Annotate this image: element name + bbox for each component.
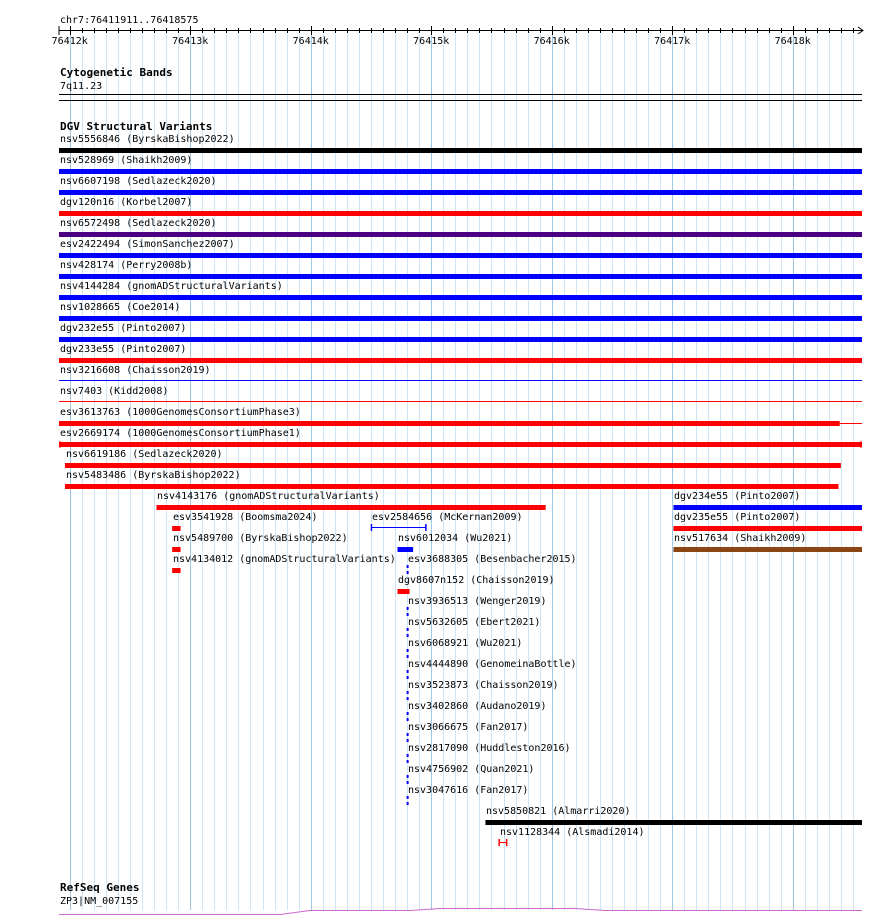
variant-feature[interactable] bbox=[0, 712, 890, 722]
dgv-track-title[interactable]: DGV Structural Variants bbox=[60, 120, 213, 133]
variant-label[interactable]: esv2422494 (SimonSanchez2007) bbox=[60, 239, 235, 250]
ruler-tick-label: 76418k bbox=[774, 36, 811, 47]
variant-feature[interactable] bbox=[0, 502, 890, 512]
variant-bar[interactable] bbox=[59, 253, 862, 258]
variant-label[interactable]: dgv232e55 (Pinto2007) bbox=[60, 323, 187, 334]
variant-feature[interactable] bbox=[0, 313, 890, 323]
variant-label[interactable]: nsv3047616 (Fan2017) bbox=[408, 785, 529, 796]
variant-bar[interactable] bbox=[59, 190, 862, 195]
variant-label[interactable]: dgv233e55 (Pinto2007) bbox=[60, 344, 187, 355]
variant-bar[interactable] bbox=[59, 337, 862, 342]
variant-feature[interactable] bbox=[0, 649, 890, 659]
variant-bar[interactable] bbox=[673, 526, 862, 531]
variant-label[interactable]: esv3613763 (1000GenomesConsortiumPhase3) bbox=[60, 407, 301, 418]
variant-label[interactable]: nsv1128344 (Alsmadi2014) bbox=[500, 827, 645, 838]
variant-bar[interactable] bbox=[59, 232, 862, 237]
variant-feature[interactable] bbox=[0, 586, 890, 596]
variant-feature[interactable] bbox=[0, 838, 890, 848]
variant-label[interactable]: nsv5556846 (ByrskaBishop2022) bbox=[60, 134, 235, 145]
variant-label[interactable]: nsv5483486 (ByrskaBishop2022) bbox=[66, 470, 241, 481]
variant-feature[interactable] bbox=[0, 670, 890, 680]
variant-feature[interactable] bbox=[0, 754, 890, 764]
variant-feature[interactable] bbox=[0, 397, 890, 407]
variant-label[interactable]: nsv517634 (Shaikh2009) bbox=[674, 533, 807, 544]
variant-label[interactable]: nsv5850821 (Almarri2020) bbox=[486, 806, 631, 817]
refseq-track-title[interactable]: RefSeq Genes bbox=[60, 881, 140, 894]
variant-label[interactable]: nsv3066675 (Fan2017) bbox=[408, 722, 529, 733]
ruler-tick-label: 76412k bbox=[51, 36, 88, 47]
variant-feature[interactable] bbox=[0, 733, 890, 743]
variant-feature[interactable] bbox=[0, 544, 890, 554]
variant-label[interactable]: nsv2817090 (Huddleston2016) bbox=[408, 743, 571, 754]
variant-feature[interactable] bbox=[0, 208, 890, 218]
variant-feature[interactable] bbox=[0, 628, 890, 638]
variant-feature[interactable] bbox=[0, 145, 890, 155]
variant-label[interactable]: nsv4444890 (GenomeinaBottle) bbox=[408, 659, 577, 670]
variant-label[interactable]: esv2584656 (McKernan2009) bbox=[372, 512, 523, 523]
variant-bar[interactable] bbox=[673, 547, 862, 552]
variant-feature[interactable] bbox=[0, 523, 890, 533]
variant-label[interactable]: nsv3936513 (Wenger2019) bbox=[408, 596, 547, 607]
variant-inner-bar[interactable] bbox=[79, 442, 833, 447]
variant-label[interactable]: nsv6572498 (Sedlazeck2020) bbox=[60, 218, 217, 229]
variant-feature[interactable] bbox=[0, 166, 890, 176]
variant-bar[interactable] bbox=[397, 589, 409, 594]
ruler-tick-label: 76414k bbox=[292, 36, 329, 47]
variant-label[interactable]: nsv4134012 (gnomADStructuralVariants) bbox=[173, 554, 396, 565]
variant-feature[interactable] bbox=[0, 418, 890, 428]
variant-label[interactable]: dgv234e55 (Pinto2007) bbox=[674, 491, 801, 502]
ruler-tick-label: 76413k bbox=[172, 36, 209, 47]
gene-model-line[interactable] bbox=[59, 909, 862, 915]
variant-label[interactable]: nsv5489700 (ByrskaBishop2022) bbox=[173, 533, 348, 544]
variant-label[interactable]: nsv6012034 (Wu2021) bbox=[398, 533, 513, 544]
variant-label[interactable]: nsv6619186 (Sedlazeck2020) bbox=[66, 449, 223, 460]
variant-label[interactable]: nsv3216608 (Chaisson2019) bbox=[60, 365, 211, 376]
variant-label[interactable]: esv2669174 (1000GenomesConsortiumPhase1) bbox=[60, 428, 301, 439]
ruler-tick-label: 76416k bbox=[533, 36, 570, 47]
variant-label[interactable]: nsv4143176 (gnomADStructuralVariants) bbox=[157, 491, 380, 502]
variant-feature[interactable] bbox=[0, 271, 890, 281]
ruler-tick-label: 76415k bbox=[413, 36, 450, 47]
variant-label[interactable]: dgv8607n152 (Chaisson2019) bbox=[398, 575, 555, 586]
variant-label[interactable]: esv3688305 (Besenbacher2015) bbox=[408, 554, 577, 565]
variant-label[interactable]: nsv3523873 (Chaisson2019) bbox=[408, 680, 559, 691]
variant-label[interactable]: esv3541928 (Boomsma2024) bbox=[173, 512, 318, 523]
variant-bar[interactable] bbox=[59, 148, 862, 153]
variant-label[interactable]: nsv3402860 (Audano2019) bbox=[408, 701, 547, 712]
variant-bar[interactable] bbox=[59, 169, 862, 174]
variant-feature[interactable] bbox=[0, 460, 890, 470]
variant-bar[interactable] bbox=[673, 505, 862, 510]
variant-label[interactable]: dgv120n16 (Korbel2007) bbox=[60, 197, 193, 208]
variant-feature[interactable] bbox=[0, 565, 890, 575]
variant-bar[interactable] bbox=[59, 358, 862, 363]
variant-feature[interactable] bbox=[0, 817, 890, 827]
cytoband-label: 7q11.23 bbox=[60, 81, 103, 92]
variant-label[interactable]: nsv5632605 (Ebert2021) bbox=[408, 617, 541, 628]
variant-label[interactable]: nsv1028665 (Coe2014) bbox=[60, 302, 181, 313]
variant-bar[interactable] bbox=[59, 274, 862, 279]
variant-label[interactable]: nsv6068921 (Wu2021) bbox=[408, 638, 523, 649]
variant-label[interactable]: nsv428174 (Perry2008b) bbox=[60, 260, 193, 271]
variant-feature[interactable] bbox=[0, 439, 890, 449]
variant-bar[interactable] bbox=[59, 421, 840, 426]
variant-label[interactable]: dgv235e55 (Pinto2007) bbox=[674, 512, 801, 523]
variant-bar[interactable] bbox=[59, 295, 862, 300]
variant-label[interactable]: nsv7403 (Kidd2008) bbox=[60, 386, 169, 397]
variant-label[interactable]: nsv528969 (Shaikh2009) bbox=[60, 155, 193, 166]
cytoband-track-title[interactable]: Cytogenetic Bands bbox=[60, 66, 173, 79]
variant-feature[interactable] bbox=[0, 355, 890, 365]
variant-feature[interactable] bbox=[0, 334, 890, 344]
variant-label[interactable]: nsv4756902 (Quan2021) bbox=[408, 764, 535, 775]
variant-feature[interactable] bbox=[0, 229, 890, 239]
variant-feature[interactable] bbox=[0, 796, 890, 806]
variant-label[interactable]: nsv6607198 (Sedlazeck2020) bbox=[60, 176, 217, 187]
refseq-gene-feature[interactable] bbox=[0, 903, 890, 923]
variant-bar[interactable] bbox=[485, 820, 862, 825]
variant-feature[interactable] bbox=[0, 481, 890, 491]
variant-feature[interactable] bbox=[0, 187, 890, 197]
variant-feature[interactable] bbox=[0, 250, 890, 260]
variant-feature[interactable] bbox=[0, 376, 890, 386]
variant-feature[interactable] bbox=[0, 691, 890, 701]
variant-bar[interactable] bbox=[59, 316, 862, 321]
variant-feature[interactable] bbox=[0, 775, 890, 785]
locus-label: chr7:76411911..76418575 bbox=[60, 15, 199, 26]
variant-feature[interactable] bbox=[0, 607, 890, 617]
variant-feature[interactable] bbox=[0, 292, 890, 302]
variant-label[interactable]: nsv4144284 (gnomADStructuralVariants) bbox=[60, 281, 283, 292]
ruler-tick-label: 76417k bbox=[654, 36, 691, 47]
refseq-gene-label[interactable]: ZP3|NM_007155 bbox=[60, 896, 139, 907]
variant-bar[interactable] bbox=[59, 211, 862, 216]
variant-bar[interactable] bbox=[65, 484, 839, 489]
variant-bar[interactable] bbox=[65, 463, 841, 468]
